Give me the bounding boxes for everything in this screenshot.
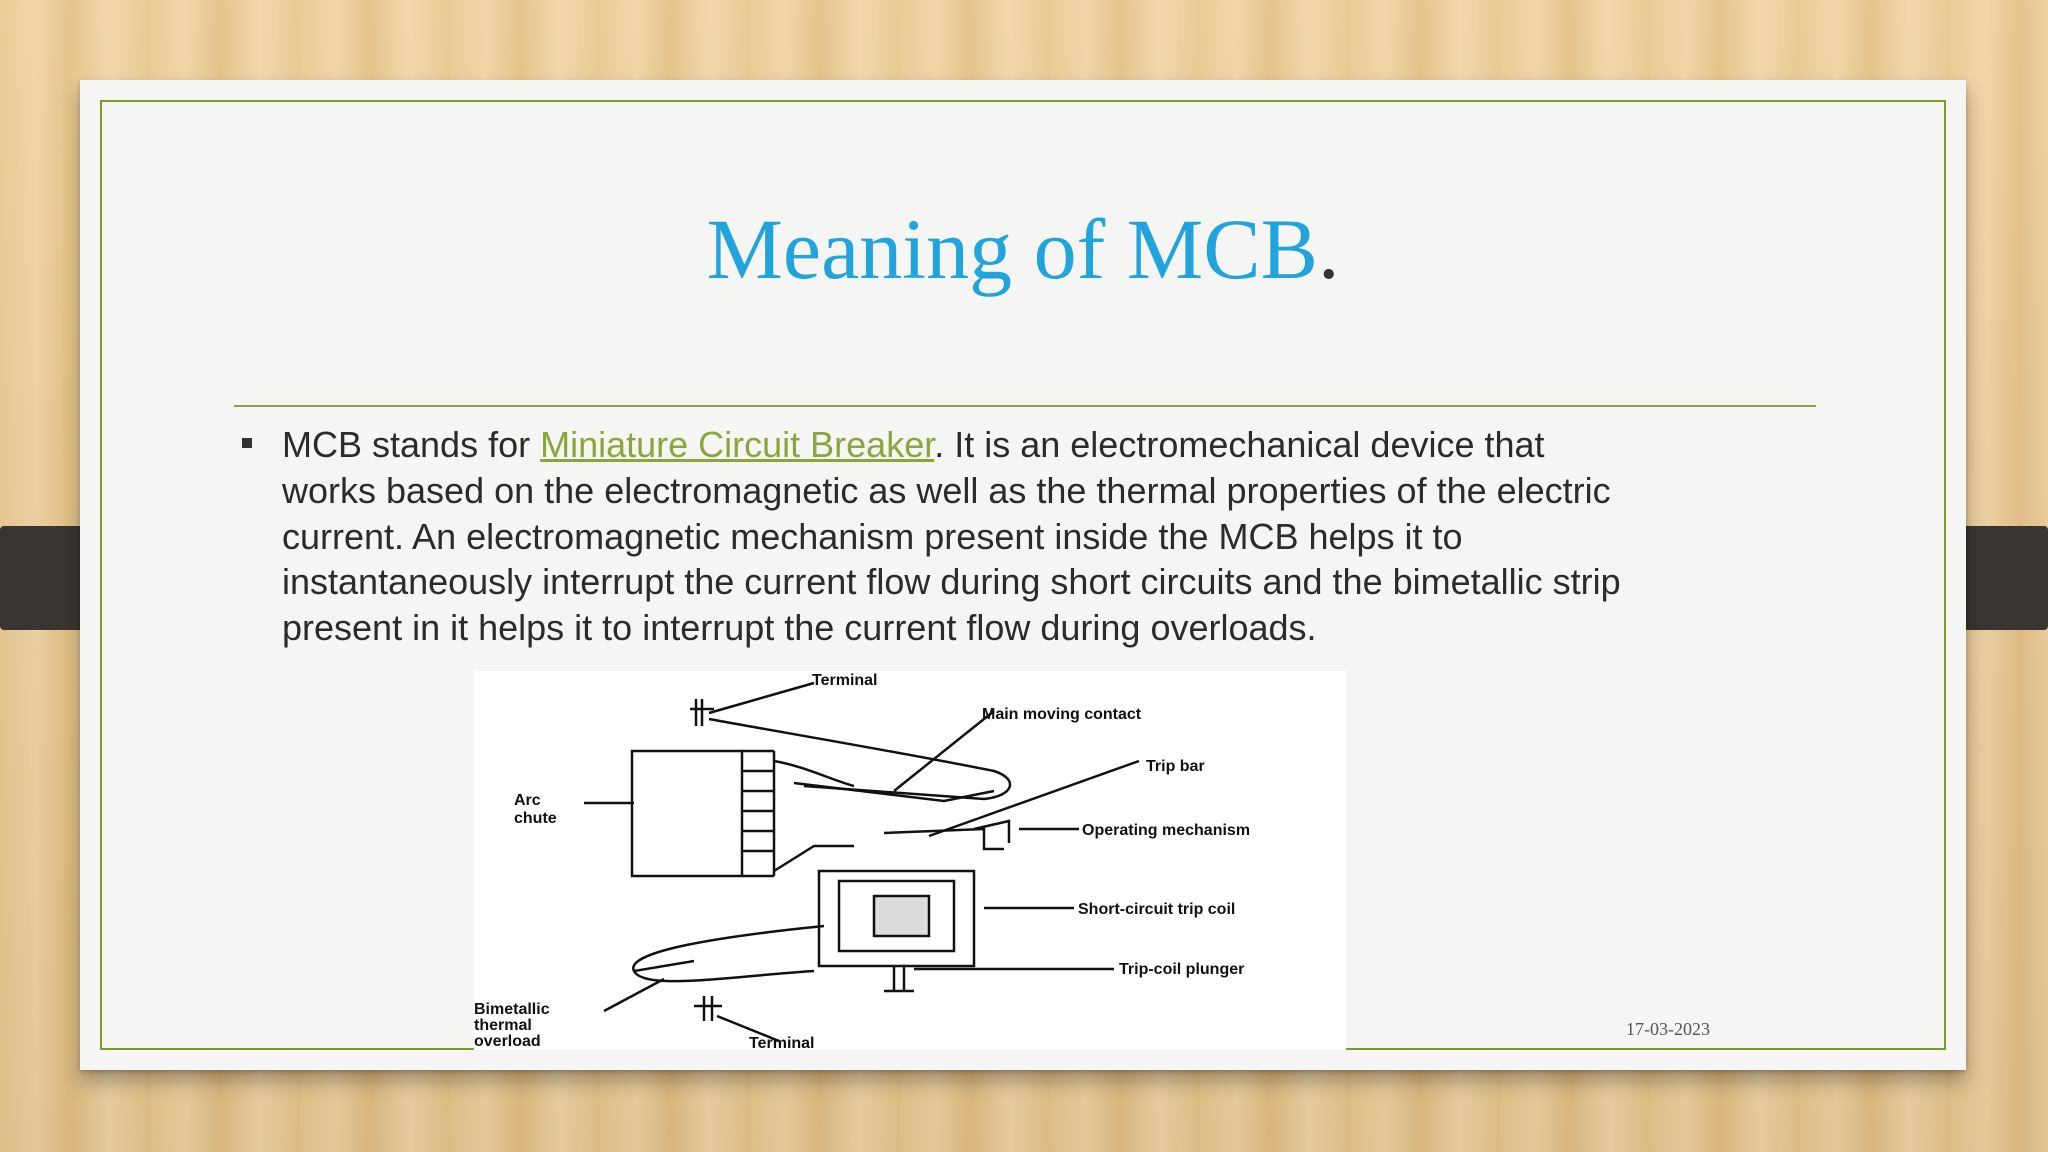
label-arc: Arc [514, 792, 541, 809]
bimetallic-strip-shape [633, 926, 824, 981]
mcb-diagram-svg [474, 671, 1346, 1050]
label-trip-bar: Trip bar [1146, 758, 1205, 775]
label-terminal-bottom: Terminal [749, 1035, 815, 1050]
arc-chute-horns [774, 761, 854, 871]
label-chute: chute [514, 810, 557, 827]
slide-title-period: . [1318, 201, 1340, 297]
slide-title-text: Meaning of MCB [706, 201, 1319, 297]
mcb-link[interactable]: Miniature Circuit Breaker [540, 424, 935, 465]
label-bimetallic: Bimetallic [474, 1001, 550, 1018]
title-divider [234, 405, 1816, 407]
label-short-circuit-trip-coil: Short-circuit trip coil [1078, 901, 1236, 918]
leader-terminal-top [709, 683, 814, 713]
bullet-marker-icon [242, 438, 252, 448]
arc-chute-plates [742, 751, 774, 876]
bimetallic-link [634, 961, 694, 971]
top-conductor-shape [709, 719, 1010, 799]
bullet-text-suffix: . It is an electromechanical device that works based on the electromagnetic as well as the thermal properties of the electric current. An electromagnetic mechanism present inside the MCB helps it to instantaneously interrupt the current flow during short circuits and the bimetallic strip present in it helps it to interrupt the current flow during overloads. [282, 424, 1621, 649]
label-overload: overload [474, 1033, 541, 1050]
leader-bimetallic [604, 979, 664, 1011]
arc-chute-body [632, 751, 742, 876]
leader-moving-contact [894, 711, 994, 791]
slide-date: 17-03-2023 [1626, 1019, 1710, 1039]
mcb-diagram [474, 671, 1346, 1050]
slide-title [80, 198, 1966, 301]
label-operating-mechanism: Operating mechanism [1082, 822, 1251, 839]
bullet-paragraph [282, 422, 1642, 651]
label-thermal: thermal [474, 1017, 532, 1034]
label-main-moving-contact: Main moving contact [982, 706, 1142, 723]
plunger-shape [884, 966, 914, 991]
coil-core [874, 896, 929, 936]
slide-card [80, 80, 1966, 1070]
label-terminal-top: Terminal [812, 672, 878, 689]
bullet-text-prefix: MCB stands for [282, 424, 541, 465]
operating-mechanism-shape [884, 821, 1009, 849]
label-trip-coil-plunger: Trip-coil plunger [1119, 961, 1245, 978]
